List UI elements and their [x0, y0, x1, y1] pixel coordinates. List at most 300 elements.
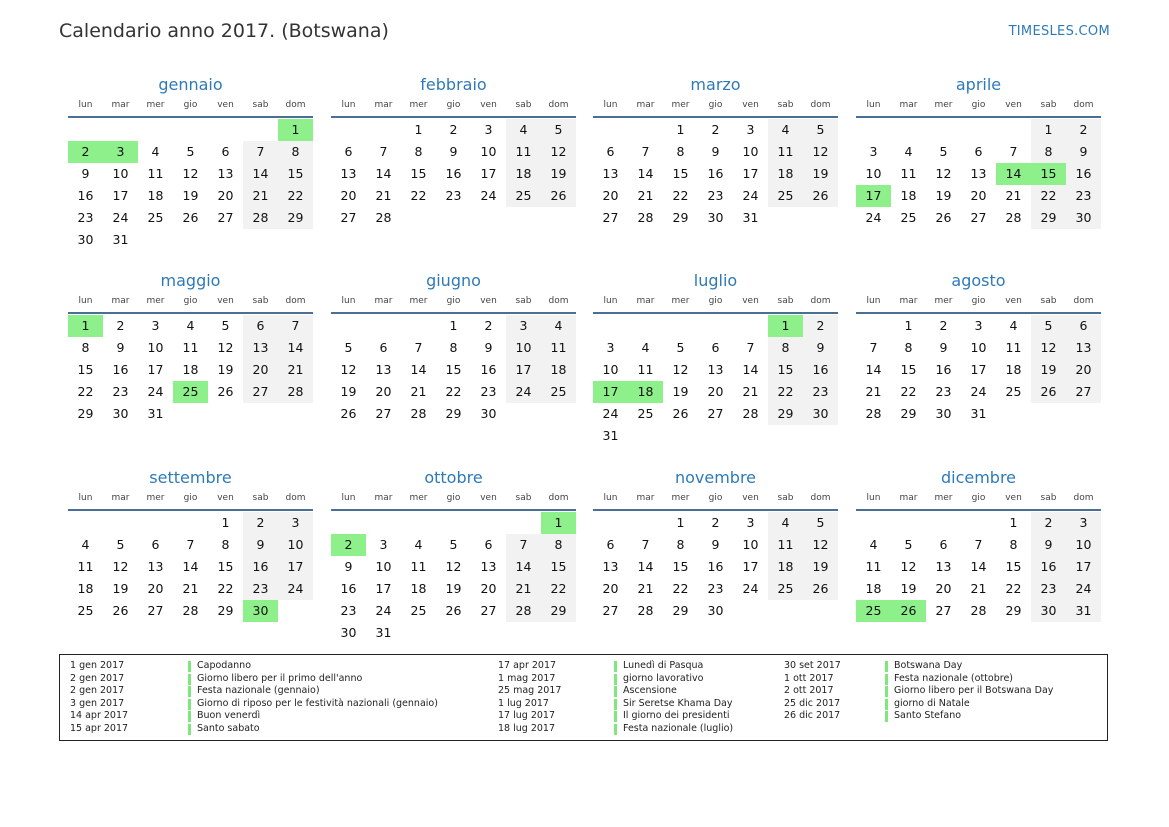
weekday-label: sab	[252, 100, 269, 110]
weekday-label: lun	[603, 100, 618, 110]
holiday-name: Festa nazionale (luglio)	[623, 722, 734, 734]
legend-item	[498, 710, 733, 723]
day-cell: 30	[77, 232, 94, 247]
day-cell: 23	[445, 188, 462, 203]
legend-item	[70, 673, 438, 686]
day-cell: 27	[707, 406, 724, 421]
month-luglio	[593, 270, 838, 447]
day-cell: 16	[803, 359, 838, 381]
holiday-date: 2 gen 2017	[70, 685, 125, 696]
day-cell: 17	[147, 362, 164, 377]
empty-cell	[471, 622, 506, 644]
day-cell: 6	[606, 537, 615, 552]
empty-cell	[278, 600, 313, 622]
day-cell: 4	[414, 537, 423, 552]
day-cell: 2	[243, 512, 278, 534]
empty-cell	[208, 119, 243, 141]
day-cell: 7	[641, 537, 650, 552]
month-name: ottobre	[424, 468, 483, 487]
empty-cell	[506, 512, 541, 534]
day-cell: 25	[1005, 384, 1022, 399]
day-grid	[68, 315, 313, 425]
day-cell: 26	[672, 406, 689, 421]
day-cell: 24	[970, 384, 987, 399]
day-cell: 26	[112, 603, 129, 618]
holiday-date: 14 apr 2017	[70, 710, 129, 721]
holiday-day: 2	[331, 534, 366, 556]
empty-cell	[891, 119, 926, 141]
weekday-label: ven	[1005, 296, 1022, 306]
day-cell: 5	[541, 119, 576, 141]
day-cell: 27	[217, 210, 234, 225]
day-cell: 3	[484, 122, 493, 137]
empty-cell	[103, 512, 138, 534]
holiday-day: 1	[278, 119, 313, 141]
day-cell: 26	[217, 384, 234, 399]
empty-cell	[996, 403, 1031, 425]
day-cell: 13	[935, 559, 952, 574]
legend-item	[784, 660, 1053, 673]
day-cell: 21	[1005, 188, 1022, 203]
day-cell: 10	[278, 534, 313, 556]
weekday-label: sab	[252, 296, 269, 306]
weekday-label: mer	[934, 493, 953, 503]
day-cell: 30	[803, 403, 838, 425]
weekday-label: mar	[899, 100, 918, 110]
legend-marker	[188, 711, 191, 722]
day-cell: 13	[480, 559, 497, 574]
day-cell: 8	[676, 537, 685, 552]
legend-item	[70, 698, 438, 711]
day-cell: 16	[243, 556, 278, 578]
day-cell: 26	[541, 185, 576, 207]
day-cell: 20	[375, 384, 392, 399]
empty-cell	[663, 425, 698, 447]
day-cell: 21	[637, 581, 654, 596]
empty-cell	[768, 425, 803, 447]
day-cell: 12	[803, 534, 838, 556]
day-cell: 5	[939, 144, 948, 159]
empty-cell	[366, 315, 401, 337]
weekday-label: sab	[1040, 100, 1057, 110]
weekday-label: sab	[252, 493, 269, 503]
holiday-name: Giorno di riposo per le festività nazionali (gennaio)	[197, 697, 438, 709]
day-cell: 10	[602, 362, 619, 377]
day-cell: 5	[803, 119, 838, 141]
weekday-label: sab	[1040, 493, 1057, 503]
holiday-date: 25 dic 2017	[784, 697, 841, 709]
weekday-header	[68, 491, 313, 511]
day-cell: 29	[445, 406, 462, 421]
day-grid	[593, 315, 838, 447]
day-cell: 22	[672, 188, 689, 203]
empty-cell	[208, 403, 243, 425]
weekday-label: sab	[515, 100, 532, 110]
day-cell: 28	[278, 381, 313, 403]
day-cell: 22	[541, 578, 576, 600]
day-cell: 20	[602, 188, 619, 203]
day-cell: 14	[506, 556, 541, 578]
day-cell: 20	[340, 188, 357, 203]
day-cell: 1	[676, 515, 685, 530]
holiday-name: Botswana Day	[894, 660, 963, 671]
empty-cell	[278, 229, 313, 251]
legend-column	[784, 660, 1053, 723]
day-cell: 8	[414, 144, 423, 159]
day-cell: 4	[81, 537, 90, 552]
weekday-label: mer	[671, 493, 690, 503]
empty-cell	[173, 403, 208, 425]
day-cell: 24	[602, 406, 619, 421]
empty-cell	[138, 119, 173, 141]
empty-cell	[243, 119, 278, 141]
day-cell: 28	[742, 406, 759, 421]
day-cell: 31	[375, 625, 392, 640]
day-cell: 12	[182, 166, 199, 181]
day-cell: 27	[340, 210, 357, 225]
day-cell: 9	[803, 337, 838, 359]
weekday-label: gio	[446, 296, 461, 306]
weekday-label: mar	[636, 100, 655, 110]
day-cell: 8	[541, 534, 576, 556]
month-name: settembre	[149, 468, 232, 487]
day-cell: 13	[375, 362, 392, 377]
day-cell: 24	[375, 603, 392, 618]
holiday-name: Giorno libero per il Botswana Day	[894, 685, 1054, 696]
day-cell: 13	[243, 337, 278, 359]
weekday-label: lun	[78, 296, 93, 306]
month-name: dicembre	[940, 468, 1017, 487]
weekday-label: dom	[285, 296, 306, 306]
day-cell: 16	[480, 362, 497, 377]
day-cell: 29	[672, 210, 689, 225]
day-cell: 1	[904, 318, 913, 333]
day-cell: 23	[935, 384, 952, 399]
weekday-header	[856, 294, 1101, 314]
day-cell: 10	[375, 559, 392, 574]
holiday-date: 2 ott 2017	[784, 685, 834, 696]
day-cell: 9	[449, 144, 458, 159]
day-cell: 6	[151, 537, 160, 552]
day-cell: 24	[1066, 578, 1101, 600]
day-cell: 25	[900, 210, 917, 225]
day-cell: 6	[379, 340, 388, 355]
holiday-name: Santo Stefano	[894, 710, 962, 721]
weekday-label: mer	[671, 100, 690, 110]
day-cell: 23	[707, 188, 724, 203]
day-cell: 21	[970, 581, 987, 596]
day-cell: 7	[641, 144, 650, 159]
holiday-date: 3 gen 2017	[70, 697, 125, 709]
day-cell: 7	[379, 144, 388, 159]
weekday-label: mar	[899, 493, 918, 503]
day-cell: 1	[449, 318, 458, 333]
holiday-day: 2	[68, 141, 103, 163]
day-grid	[68, 512, 313, 622]
day-cell: 29	[1031, 207, 1066, 229]
day-cell: 5	[186, 144, 195, 159]
weekday-label: ven	[742, 100, 759, 110]
day-cell: 30	[112, 406, 129, 421]
day-cell: 12	[340, 362, 357, 377]
day-cell: 10	[147, 340, 164, 355]
day-cell: 28	[506, 600, 541, 622]
day-cell: 11	[182, 340, 199, 355]
holiday-date: 1 lug 2017	[498, 697, 549, 709]
weekday-label: lun	[341, 493, 356, 503]
holiday-date: 18 lug 2017	[498, 722, 555, 734]
day-cell: 18	[900, 188, 917, 203]
day-cell: 19	[803, 163, 838, 185]
weekday-label: gio	[446, 100, 461, 110]
legend-item	[784, 710, 1053, 723]
weekday-label: mer	[934, 100, 953, 110]
empty-cell	[961, 119, 996, 141]
day-cell: 5	[449, 537, 458, 552]
empty-cell	[471, 512, 506, 534]
empty-cell	[173, 229, 208, 251]
month-aprile	[856, 74, 1101, 229]
day-cell: 13	[602, 559, 619, 574]
empty-cell	[401, 207, 436, 229]
day-cell: 29	[768, 403, 803, 425]
day-cell: 5	[1031, 315, 1066, 337]
day-cell: 7	[414, 340, 423, 355]
day-cell: 30	[707, 210, 724, 225]
weekday-label: sab	[777, 296, 794, 306]
day-cell: 5	[904, 537, 913, 552]
legend-marker	[885, 699, 888, 710]
day-cell: 15	[768, 359, 803, 381]
day-cell: 20	[935, 581, 952, 596]
legend-item	[70, 723, 438, 736]
weekday-label: lun	[78, 100, 93, 110]
empty-cell	[173, 119, 208, 141]
legend-marker	[614, 724, 617, 735]
empty-cell	[768, 207, 803, 229]
day-cell: 27	[602, 603, 619, 618]
day-cell: 11	[1005, 340, 1022, 355]
weekday-label: lun	[603, 493, 618, 503]
day-cell: 31	[147, 406, 164, 421]
day-cell: 3	[151, 318, 160, 333]
day-cell: 25	[768, 578, 803, 600]
empty-cell	[331, 119, 366, 141]
day-cell: 29	[77, 406, 94, 421]
day-cell: 22	[278, 185, 313, 207]
day-cell: 4	[506, 119, 541, 141]
day-cell: 18	[506, 163, 541, 185]
day-cell: 3	[506, 315, 541, 337]
weekday-label: lun	[866, 493, 881, 503]
day-cell: 23	[1066, 185, 1101, 207]
weekday-label: gio	[183, 296, 198, 306]
empty-cell	[541, 207, 576, 229]
day-grid	[331, 119, 576, 229]
day-cell: 24	[147, 384, 164, 399]
weekday-label: lun	[866, 100, 881, 110]
day-cell: 22	[900, 384, 917, 399]
legend-item	[784, 698, 1053, 711]
day-cell: 7	[506, 534, 541, 556]
day-cell: 16	[340, 581, 357, 596]
weekday-label: mer	[146, 296, 165, 306]
day-cell: 15	[541, 556, 576, 578]
weekday-label: mar	[111, 100, 130, 110]
empty-cell	[138, 512, 173, 534]
legend-item	[70, 685, 438, 698]
day-cell: 25	[147, 210, 164, 225]
day-cell: 24	[865, 210, 882, 225]
holiday-name: Festa nazionale (ottobre)	[894, 672, 1013, 684]
day-cell: 28	[637, 210, 654, 225]
weekday-header	[68, 98, 313, 118]
empty-cell	[541, 622, 576, 644]
day-cell: 19	[445, 581, 462, 596]
day-cell: 17	[970, 362, 987, 377]
empty-cell	[733, 425, 768, 447]
day-cell: 10	[1066, 534, 1101, 556]
day-cell: 6	[484, 537, 493, 552]
holiday-date: 2 gen 2017	[70, 672, 125, 684]
day-cell: 23	[803, 381, 838, 403]
empty-cell	[926, 512, 961, 534]
day-cell: 9	[711, 144, 720, 159]
weekday-label: gio	[971, 296, 986, 306]
holiday-day: 25	[856, 600, 891, 622]
day-cell: 31	[1066, 600, 1101, 622]
month-name: aprile	[955, 75, 1002, 94]
empty-cell	[803, 600, 838, 622]
day-cell: 28	[182, 603, 199, 618]
day-grid	[331, 512, 576, 644]
day-cell: 10	[742, 144, 759, 159]
legend-item	[498, 660, 733, 673]
holiday-date: 1 gen 2017	[70, 660, 125, 671]
day-cell: 13	[707, 362, 724, 377]
day-cell: 23	[480, 384, 497, 399]
day-cell: 2	[1066, 119, 1101, 141]
weekday-label: mer	[409, 296, 428, 306]
day-cell: 12	[672, 362, 689, 377]
page-title: Calendario anno 2017. (Botswana)	[59, 20, 389, 42]
month-name: maggio	[160, 271, 221, 290]
day-cell: 22	[217, 581, 234, 596]
empty-cell	[436, 207, 471, 229]
weekday-label: mer	[409, 100, 428, 110]
weekday-label: mer	[409, 493, 428, 503]
day-cell: 4	[869, 537, 878, 552]
day-cell: 15	[1005, 559, 1022, 574]
day-cell: 2	[803, 315, 838, 337]
day-cell: 27	[1066, 381, 1101, 403]
weekday-label: lun	[341, 296, 356, 306]
holiday-date: 25 mag 2017	[498, 685, 562, 696]
day-cell: 17	[506, 359, 541, 381]
weekday-label: gio	[971, 100, 986, 110]
empty-cell	[593, 512, 628, 534]
site-link[interactable]: TIMESLES.COM	[1008, 24, 1110, 39]
day-cell: 14	[865, 362, 882, 377]
day-cell: 31	[742, 210, 759, 225]
day-cell: 25	[637, 406, 654, 421]
empty-cell	[436, 512, 471, 534]
day-cell: 3	[606, 340, 615, 355]
day-cell: 20	[602, 581, 619, 596]
empty-cell	[401, 622, 436, 644]
day-cell: 11	[768, 141, 803, 163]
day-cell: 6	[344, 144, 353, 159]
month-settembre	[68, 467, 313, 622]
day-cell: 30	[340, 625, 357, 640]
empty-cell	[1031, 403, 1066, 425]
empty-cell	[593, 315, 628, 337]
legend-item	[498, 723, 733, 736]
day-cell: 6	[243, 315, 278, 337]
day-cell: 8	[1009, 537, 1018, 552]
day-cell: 29	[1005, 603, 1022, 618]
day-cell: 14	[182, 559, 199, 574]
day-cell: 21	[637, 188, 654, 203]
empty-cell	[173, 512, 208, 534]
month-name: gennaio	[158, 75, 223, 94]
weekday-label: lun	[341, 100, 356, 110]
weekday-label: sab	[777, 100, 794, 110]
day-cell: 11	[506, 141, 541, 163]
empty-cell	[996, 119, 1031, 141]
day-cell: 11	[900, 166, 917, 181]
day-cell: 10	[480, 144, 497, 159]
holiday-name: Ascensione	[623, 685, 677, 696]
day-cell: 17	[1066, 556, 1101, 578]
empty-cell	[803, 425, 838, 447]
day-cell: 7	[1009, 144, 1018, 159]
weekday-label: dom	[810, 493, 831, 503]
empty-cell	[208, 229, 243, 251]
legend-marker	[614, 674, 617, 685]
day-cell: 8	[449, 340, 458, 355]
legend-item	[784, 673, 1053, 686]
day-cell: 5	[221, 318, 230, 333]
day-cell: 11	[77, 559, 94, 574]
day-cell: 4	[151, 144, 160, 159]
weekday-label: ven	[217, 100, 234, 110]
weekday-header	[331, 491, 576, 511]
empty-cell	[926, 119, 961, 141]
empty-cell	[401, 315, 436, 337]
day-cell: 15	[672, 559, 689, 574]
day-cell: 30	[935, 406, 952, 421]
day-cell: 23	[77, 210, 94, 225]
holiday-day: 1	[68, 315, 103, 337]
day-cell: 4	[768, 512, 803, 534]
day-cell: 16	[77, 188, 94, 203]
weekday-label: lun	[78, 493, 93, 503]
day-cell: 2	[484, 318, 493, 333]
month-giugno	[331, 270, 576, 425]
day-cell: 18	[182, 362, 199, 377]
empty-cell	[1066, 403, 1101, 425]
holiday-day: 3	[103, 141, 138, 163]
day-cell: 2	[711, 122, 720, 137]
weekday-label: ven	[742, 296, 759, 306]
day-cell: 28	[970, 603, 987, 618]
weekday-label: ven	[742, 493, 759, 503]
day-cell: 21	[742, 384, 759, 399]
empty-cell	[733, 315, 768, 337]
empty-cell	[366, 512, 401, 534]
day-cell: 17	[278, 556, 313, 578]
